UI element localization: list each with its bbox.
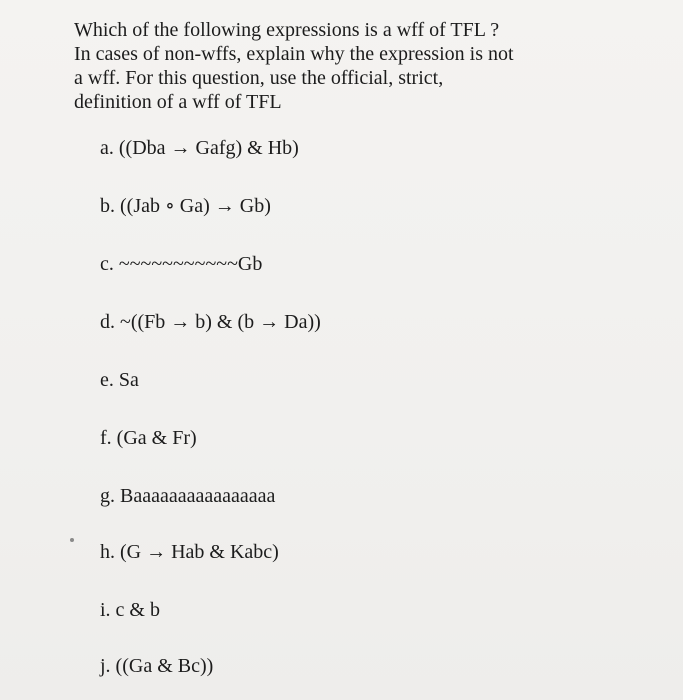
expression-item-c: c. ~~~~~~~~~~~Gb: [100, 253, 263, 275]
expression-item-e: e. Sa: [100, 369, 139, 391]
stray-mark: [70, 538, 74, 542]
expression-item-j: j. ((Ga & Bc)): [100, 655, 214, 677]
expression-item-d: d. ~((Fb → b) & (b → Da)): [100, 311, 321, 333]
expression-item-f: f. (Ga & Fr): [100, 427, 197, 449]
question-line-2: In cases of non-wffs, explain why the expression is not: [74, 43, 514, 65]
expression-item-g: g. Baaaaaaaaaaaaaaaa: [100, 485, 276, 507]
question-line-1: Which of the following expressions is a wff of TFL ?: [74, 19, 500, 41]
expression-item-b: b. ((Jab ∘ Ga) → Gb): [100, 195, 271, 217]
question-line-4: definition of a wff of TFL: [74, 91, 282, 113]
expression-item-a: a. ((Dba → Gafg) & Hb): [100, 137, 299, 159]
question-prompt: [74, 18, 634, 114]
question-line-3: a wff. For this question, use the official, strict,: [74, 67, 444, 89]
expression-item-i: i. c & b: [100, 599, 160, 621]
expression-item-h: h. (G → Hab & Kabc): [100, 541, 279, 563]
